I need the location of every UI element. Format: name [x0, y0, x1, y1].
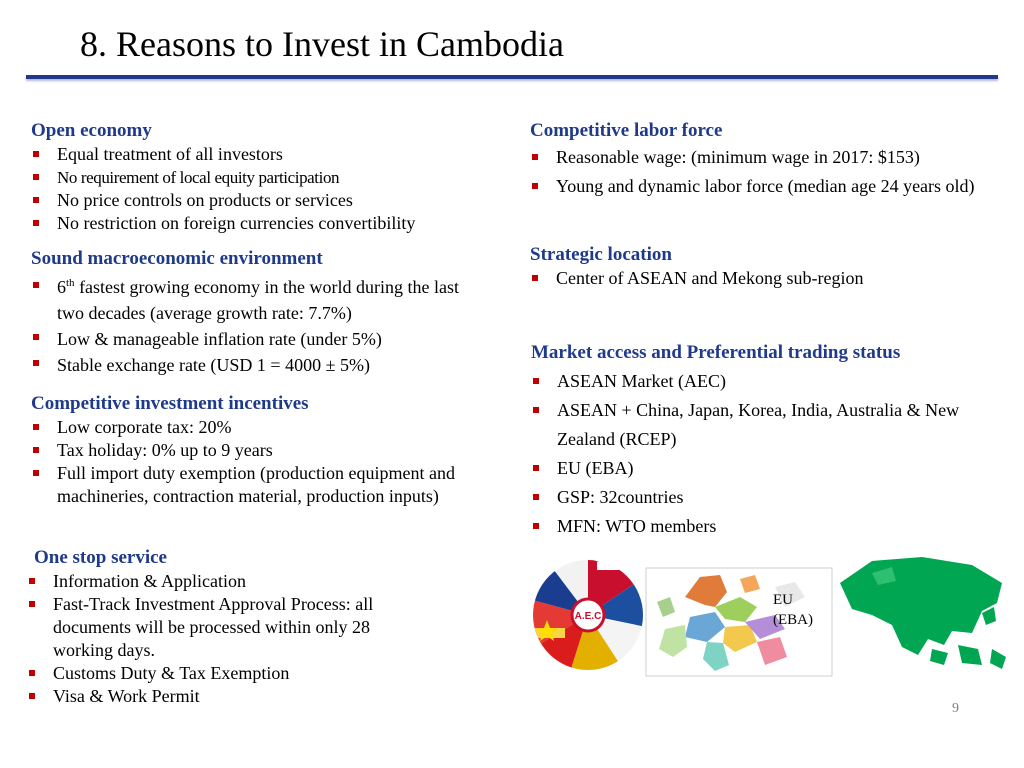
list-item: Equal treatment of all investors — [31, 143, 501, 166]
market-heading: Market access and Preferential trading status — [531, 342, 901, 363]
list-item: 6th fastest growing economy in the world during the last two decades (average growth rate: 7.7%) — [31, 274, 489, 326]
list-item: Young and dynamic labor force (median age 24 years old) — [530, 172, 976, 201]
section-one-stop — [27, 546, 467, 708]
open-economy-list — [31, 143, 501, 235]
list-item: Customs Duty & Tax Exemption — [27, 662, 467, 685]
section-location — [530, 243, 1000, 290]
section-market-access — [531, 341, 1001, 541]
section-open-economy — [31, 119, 501, 235]
asia-pacific-map-image — [832, 553, 1012, 673]
market-list — [531, 367, 1001, 541]
macro-list — [31, 274, 501, 378]
list-item: No requirement of local equity participation — [31, 166, 501, 189]
list-item: Full import duty exemption (production equipment and machineries, contraction material, production inputs) — [31, 462, 497, 508]
list-item: Stable exchange rate (USD 1 = 4000 ± 5%) — [31, 352, 501, 378]
slide-title: 8. Reasons to Invest in Cambodia — [80, 24, 564, 64]
list-item: Low corporate tax: 20% — [31, 416, 501, 439]
list-item: Center of ASEAN and Mekong sub-region — [530, 267, 1000, 290]
list-item: Visa & Work Permit — [27, 685, 467, 708]
list-item: GSP: 32countries — [531, 483, 1001, 512]
page-number: 9 — [952, 701, 959, 716]
list-item: ASEAN + China, Japan, Korea, India, Australia & New Zealand (RCEP) — [531, 396, 997, 454]
list-item: Tax holiday: 0% up to 9 years — [31, 439, 501, 462]
open-economy-heading: Open economy — [31, 120, 152, 141]
one-stop-list — [27, 570, 467, 708]
incentives-heading: Competitive investment incentives — [31, 393, 309, 414]
location-heading: Strategic location — [530, 244, 672, 265]
incentives-list — [31, 416, 501, 508]
list-item: No restriction on foreign currencies convertibility — [31, 212, 501, 235]
macro-heading: Sound macroeconomic environment — [31, 248, 323, 269]
labor-heading: Competitive labor force — [530, 120, 723, 141]
list-item: Information & Application — [27, 570, 467, 593]
labor-list — [530, 143, 1000, 201]
section-labor — [530, 119, 1000, 201]
title-divider — [26, 75, 998, 79]
list-item: ASEAN Market (AEC) — [531, 367, 1001, 396]
list-item: Reasonable wage: (minimum wage in 2017: $153) — [530, 143, 1000, 172]
aec-logo-text: A.E.C — [574, 611, 602, 622]
section-macroeconomic — [31, 247, 501, 378]
section-incentives — [31, 392, 501, 508]
location-list — [530, 267, 1000, 290]
one-stop-heading: One stop service — [34, 547, 167, 568]
list-item: EU (EBA) — [531, 454, 1001, 483]
list-item: No price controls on products or services — [31, 189, 501, 212]
aec-flags-logo — [525, 558, 651, 672]
list-item: MFN: WTO members — [531, 512, 1001, 541]
list-item: Low & manageable inflation rate (under 5%) — [31, 326, 501, 352]
list-item: Fast-Track Investment Approval Process: all documents will be processed within only 28 working days. — [27, 593, 433, 662]
eu-map-label: EU (EBA) — [773, 592, 813, 628]
